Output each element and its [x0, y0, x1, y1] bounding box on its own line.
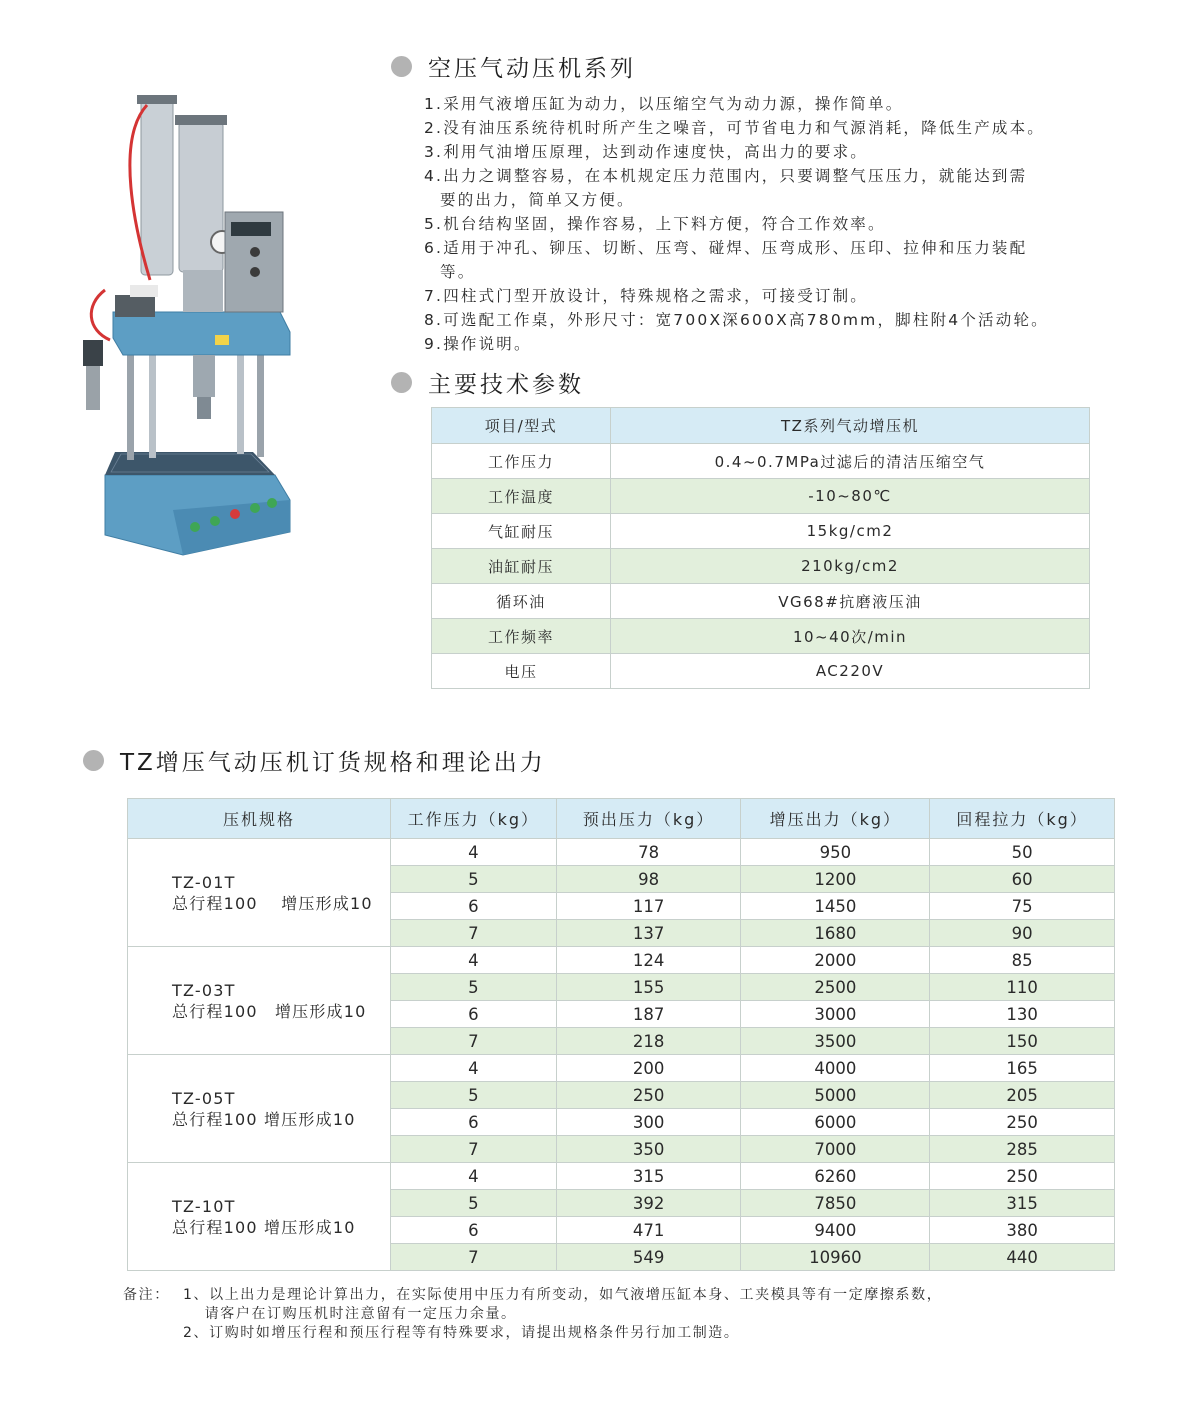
spec-label: 工作温度 [432, 479, 611, 514]
model-name: TZ-01T [172, 872, 236, 892]
value-cell: 285 [930, 1136, 1115, 1163]
value-cell: 137 [556, 920, 741, 947]
spec-value: 210kg/cm2 [611, 549, 1090, 584]
table-row [128, 1163, 1115, 1190]
value-cell: 7 [390, 1244, 556, 1271]
value-cell: 9400 [741, 1217, 930, 1244]
spec-value: 15kg/cm2 [611, 514, 1090, 549]
spec-value: VG68#抗磨液压油 [611, 584, 1090, 619]
feature-item: 9.操作说明。 [424, 335, 532, 353]
value-cell: 7000 [741, 1136, 930, 1163]
spec-value: AC220V [611, 654, 1090, 689]
value-cell: 6 [390, 1217, 556, 1244]
value-cell: 392 [556, 1190, 741, 1217]
value-cell: 85 [930, 947, 1115, 974]
value-cell: 110 [930, 974, 1115, 1001]
feature-item: 1.采用气液增压缸为动力，以压缩空气为动力源，操作简单。 [424, 95, 904, 113]
value-cell: 6 [390, 1109, 556, 1136]
value-cell: 549 [556, 1244, 741, 1271]
value-cell: 5000 [741, 1082, 930, 1109]
spec-value: 0.4~0.7MPa过滤后的清洁压缩空气 [611, 444, 1090, 479]
order-header-cell: 增压出力（kg） [741, 799, 930, 839]
order-header-cell: 回程拉力（kg） [930, 799, 1115, 839]
value-cell: 7 [390, 1136, 556, 1163]
value-cell: 6260 [741, 1163, 930, 1190]
value-cell: 5 [390, 1082, 556, 1109]
value-cell: 315 [556, 1163, 741, 1190]
order-header-cell: 压机规格 [128, 799, 391, 839]
spec-row [432, 549, 1090, 584]
value-cell: 90 [930, 920, 1115, 947]
value-cell: 1200 [741, 866, 930, 893]
feature-item-continuation: 等。 [440, 263, 476, 281]
spec-value: 10~40次/min [611, 619, 1090, 654]
value-cell: 3500 [741, 1028, 930, 1055]
value-cell: 315 [930, 1190, 1115, 1217]
value-cell: 2000 [741, 947, 930, 974]
spec-label: 电压 [432, 654, 611, 689]
value-cell: 1680 [741, 920, 930, 947]
order-spec-table [127, 798, 1115, 1271]
table-row [128, 1055, 1115, 1082]
spec-label: 气缸耐压 [432, 514, 611, 549]
notes-label: 备注： [123, 1287, 170, 1303]
section-title: 主要技术参数 [428, 372, 584, 398]
spec-table [431, 407, 1090, 689]
order-header-cell: 预出压力（kg） [556, 799, 741, 839]
feature-list [424, 92, 1114, 356]
spec-label: 工作压力 [432, 444, 611, 479]
value-cell: 5 [390, 866, 556, 893]
value-cell: 78 [556, 839, 741, 866]
bullet-dot-icon [391, 372, 412, 393]
model-name: TZ-05T [172, 1088, 236, 1108]
value-cell: 200 [556, 1055, 741, 1082]
model-name: TZ-03T [172, 980, 236, 1000]
feature-item: 4.出力之调整容易，在本机规定压力范围内，只要调整气压压力，就能达到需 [424, 167, 1028, 185]
value-cell: 150 [930, 1028, 1115, 1055]
value-cell: 1450 [741, 893, 930, 920]
spec-header-cell: 项目/型式 [432, 408, 611, 444]
feature-item: 7.四柱式门型开放设计，特殊规格之需求，可接受订制。 [424, 287, 868, 305]
value-cell: 250 [930, 1163, 1115, 1190]
feature-item: 6.适用于冲孔、铆压、切断、压弯、碰焊、压弯成形、压印、拉伸和压力装配 [424, 239, 1028, 257]
section-header-series [391, 50, 636, 83]
value-cell: 187 [556, 1001, 741, 1028]
spec-row [432, 654, 1090, 689]
spec-row [432, 514, 1090, 549]
spec-header-row [432, 408, 1090, 444]
value-cell: 950 [741, 839, 930, 866]
value-cell: 4 [390, 1163, 556, 1190]
value-cell: 75 [930, 893, 1115, 920]
spec-row [432, 584, 1090, 619]
value-cell: 471 [556, 1217, 741, 1244]
value-cell: 350 [556, 1136, 741, 1163]
model-desc: 总行程100 增压形成10 [172, 1109, 356, 1129]
value-cell: 5 [390, 1190, 556, 1217]
value-cell: 130 [930, 1001, 1115, 1028]
value-cell: 5 [390, 974, 556, 1001]
note-line: 请客户在订购压机时注意留有一定压力余量。 [183, 1306, 517, 1322]
value-cell: 250 [930, 1109, 1115, 1136]
bullet-dot-icon [83, 750, 104, 771]
feature-item: 5.机台结构坚固，操作容易，上下料方便，符合工作效率。 [424, 215, 886, 233]
section-title: 空压气动压机系列 [428, 56, 636, 82]
value-cell: 117 [556, 893, 741, 920]
spec-label: 油缸耐压 [432, 549, 611, 584]
table-row [128, 839, 1115, 866]
model-desc: 总行程100 增压形成10 [172, 893, 373, 913]
spec-header-cell: TZ系列气动增压机 [611, 408, 1090, 444]
value-cell: 10960 [741, 1244, 930, 1271]
value-cell: 4 [390, 1055, 556, 1082]
feature-item-continuation: 要的出力，简单又方便。 [440, 191, 635, 209]
spec-value: -10~80℃ [611, 479, 1090, 514]
model-cell [128, 839, 391, 947]
feature-item: 8.可选配工作桌，外形尺寸：宽700X深600X高780mm，脚柱附4个活动轮。 [424, 311, 1049, 329]
spec-label: 循环油 [432, 584, 611, 619]
table-row [128, 947, 1115, 974]
note-line: 2、订购时如增压行程和预压行程等有特殊要求，请提出规格条件另行加工制造。 [183, 1325, 740, 1341]
order-header-row [128, 799, 1115, 839]
value-cell: 165 [930, 1055, 1115, 1082]
note-line: 1、以上出力是理论计算出力，在实际使用中压力有所变动，如气液增压缸本身、工夹模具等有一定摩擦系数， [183, 1287, 943, 1303]
value-cell: 124 [556, 947, 741, 974]
feature-item: 3.利用气油增压原理，达到动作速度快，高出力的要求。 [424, 143, 868, 161]
value-cell: 300 [556, 1109, 741, 1136]
spec-row [432, 619, 1090, 654]
value-cell: 6 [390, 1001, 556, 1028]
section-header-params [391, 366, 584, 399]
value-cell: 205 [930, 1082, 1115, 1109]
model-name: TZ-10T [172, 1196, 236, 1216]
value-cell: 4 [390, 947, 556, 974]
value-cell: 380 [930, 1217, 1115, 1244]
value-cell: 250 [556, 1082, 741, 1109]
value-cell: 4000 [741, 1055, 930, 1082]
feature-item: 2.没有油压系统待机时所产生之噪音，可节省电力和气源消耗，降低生产成本。 [424, 119, 1045, 137]
section-header-order [83, 744, 546, 777]
value-cell: 6 [390, 893, 556, 920]
value-cell: 50 [930, 839, 1115, 866]
value-cell: 3000 [741, 1001, 930, 1028]
value-cell: 155 [556, 974, 741, 1001]
value-cell: 440 [930, 1244, 1115, 1271]
model-desc: 总行程100 增压形成10 [172, 1217, 356, 1237]
order-header-cell: 工作压力（kg） [390, 799, 556, 839]
value-cell: 98 [556, 866, 741, 893]
value-cell: 7 [390, 1028, 556, 1055]
value-cell: 218 [556, 1028, 741, 1055]
notes [123, 1286, 942, 1343]
value-cell: 2500 [741, 974, 930, 1001]
model-cell [128, 947, 391, 1055]
spec-row [432, 444, 1090, 479]
section-title: TZ增压气动压机订货规格和理论出力 [120, 750, 546, 776]
model-cell [128, 1163, 391, 1271]
bullet-dot-icon [391, 56, 412, 77]
value-cell: 7850 [741, 1190, 930, 1217]
value-cell: 7 [390, 920, 556, 947]
model-cell [128, 1055, 391, 1163]
model-desc: 总行程100 增压形成10 [172, 1001, 367, 1021]
spec-label: 工作频率 [432, 619, 611, 654]
value-cell: 4 [390, 839, 556, 866]
value-cell: 60 [930, 866, 1115, 893]
pneumatic-press-machine-image [75, 80, 305, 560]
spec-row [432, 479, 1090, 514]
value-cell: 6000 [741, 1109, 930, 1136]
